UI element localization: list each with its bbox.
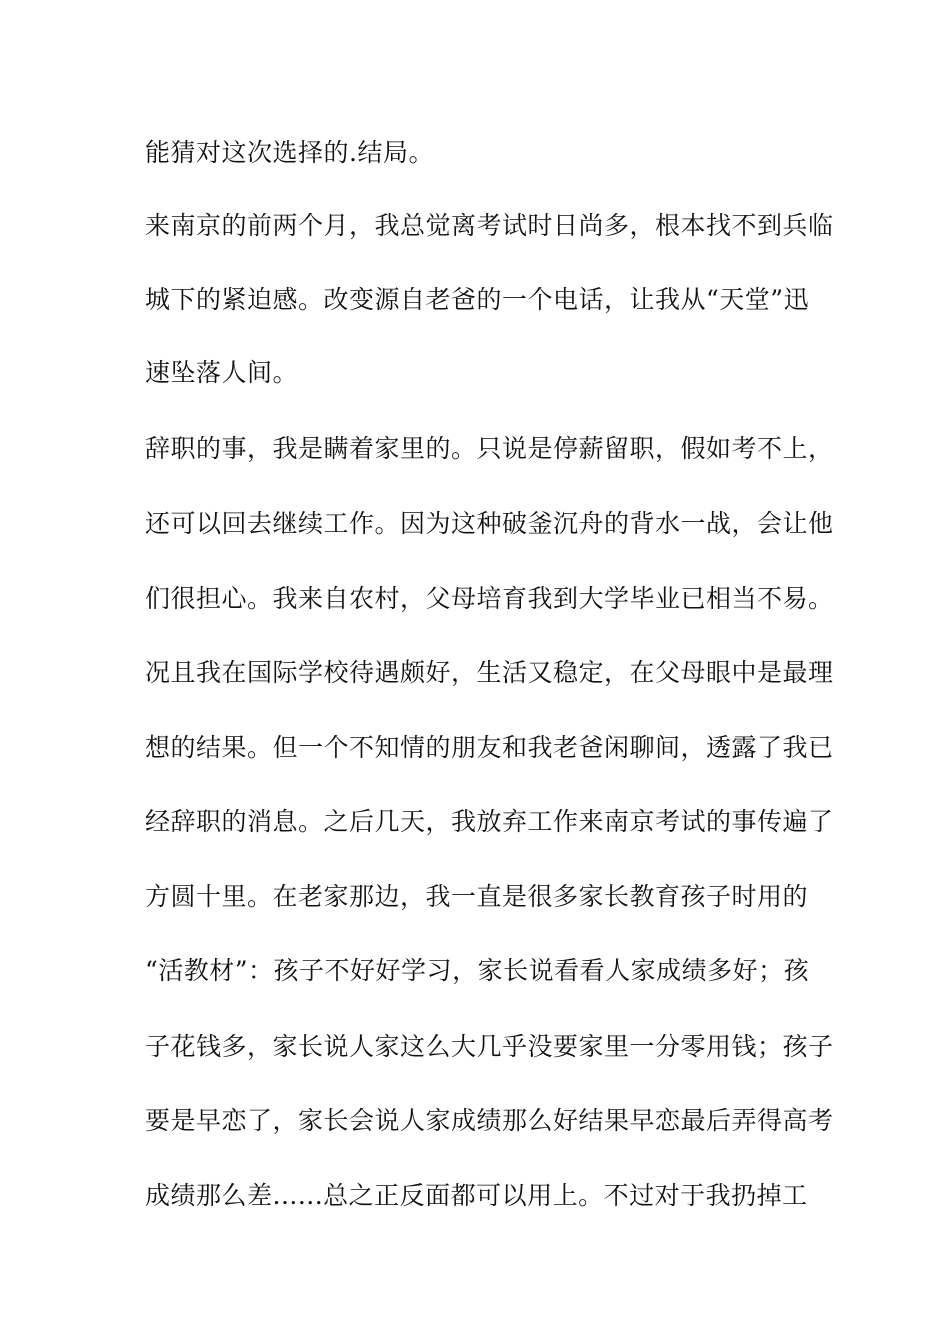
text-line: 能猜对这次选择的.结局。 xyxy=(145,138,434,167)
text-line: 子花钱多，家长说人家这么大几乎没要家里一分零用钱；孩子 xyxy=(145,1032,834,1061)
text-line: 还可以回去继续工作。因为这种破釜沉舟的背水一战，会让他 xyxy=(145,509,834,538)
text-line: “活教材”：孩子不好好学习，家长说看看人家成绩多好；孩 xyxy=(145,956,810,985)
text-line: 城下的紧迫感。改变源自老爸的一个电话，让我从“天堂”迅 xyxy=(145,285,810,314)
text-line: 经辞职的消息。之后几天，我放弃工作来南京考试的事传遍了 xyxy=(145,807,834,836)
text-line: 想的结果。但一个不知情的朋友和我老爸闲聊间，透露了我已 xyxy=(145,733,834,762)
text-line: 速坠落人间。 xyxy=(145,358,299,387)
text-line: 来南京的前两个月，我总觉离考试时日尚多，根本找不到兵临 xyxy=(145,211,834,240)
text-line: 成绩那么差......总之正反面都可以用上。不过对于我扔掉工 xyxy=(145,1181,808,1210)
text-line: 况且我在国际学校待遇颇好，生活又稳定，在父母眼中是最理 xyxy=(145,658,834,687)
text-line: 们很担心。我来自农村，父母培育我到大学毕业已相当不易。 xyxy=(145,584,834,613)
text-line: 方圆十里。在老家那边，我一直是很多家长教育孩子时用的 xyxy=(145,882,809,911)
text-line: 要是早恋了，家长会说人家成绩那么好结果早恋最后弄得高考 xyxy=(145,1106,834,1135)
text-line: 辞职的事，我是瞒着家里的。只说是停薪留职，假如考不上， xyxy=(145,434,834,463)
